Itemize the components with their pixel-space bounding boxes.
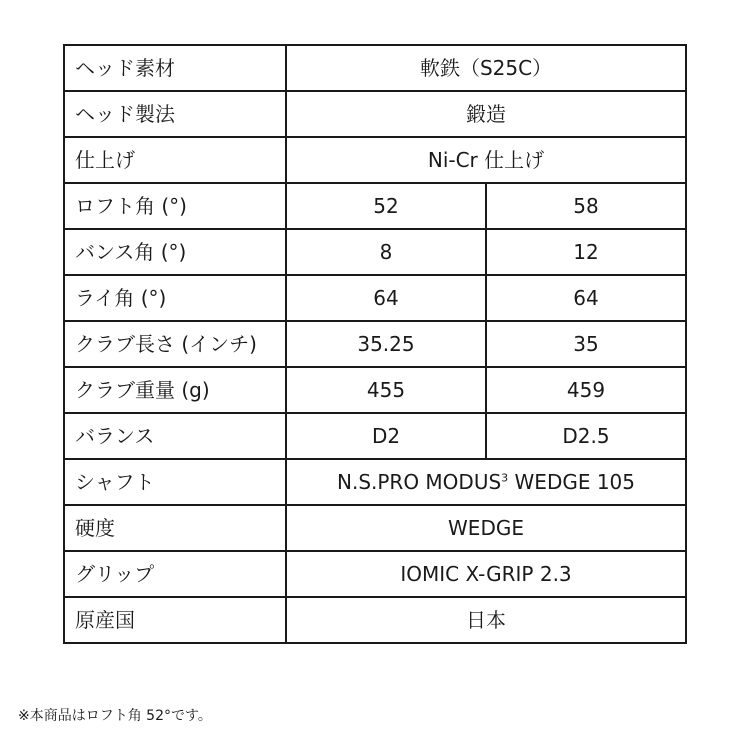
row-label: クラブ長さ (インチ) [64, 321, 286, 367]
row-label: クラブ重量 (g) [64, 367, 286, 413]
row-value-1: 64 [286, 275, 486, 321]
footnote: ※本商品はロフト角 52°です。 [18, 708, 212, 724]
shaft-name: N.S.PRO MODUS [337, 470, 502, 494]
table-row [64, 505, 686, 551]
row-value-1: 52 [286, 183, 486, 229]
table-row [64, 459, 686, 505]
table-row [64, 137, 686, 183]
row-value-1: 8 [286, 229, 486, 275]
table-row [64, 91, 686, 137]
table-row [64, 183, 686, 229]
row-value: 日本 [286, 597, 686, 643]
row-value-1: D2 [286, 413, 486, 459]
row-label: シャフト [64, 459, 286, 505]
row-label: 仕上げ [64, 137, 286, 183]
spec-table [63, 44, 687, 644]
row-value-2: 12 [486, 229, 686, 275]
table-row [64, 229, 686, 275]
row-label: グリップ [64, 551, 286, 597]
row-value: Ni-Cr 仕上げ [286, 137, 686, 183]
row-value-2: 64 [486, 275, 686, 321]
row-label: ヘッド製法 [64, 91, 286, 137]
row-label: ロフト角 (°) [64, 183, 286, 229]
row-label: ヘッド素材 [64, 45, 286, 91]
row-value-2: D2.5 [486, 413, 686, 459]
row-value-1: 455 [286, 367, 486, 413]
table-row [64, 321, 686, 367]
table-row [64, 551, 686, 597]
row-label: ライ角 (°) [64, 275, 286, 321]
row-value: 鍛造 [286, 91, 686, 137]
row-value [286, 459, 686, 505]
table-row [64, 413, 686, 459]
row-value-2: 58 [486, 183, 686, 229]
table-row [64, 275, 686, 321]
table-row [64, 367, 686, 413]
shaft-superscript: 3 [501, 471, 509, 485]
row-value-2: 35 [486, 321, 686, 367]
row-value-2: 459 [486, 367, 686, 413]
row-value: 軟鉄（S25C） [286, 45, 686, 91]
row-label: 硬度 [64, 505, 286, 551]
shaft-suffix: WEDGE 105 [508, 470, 636, 494]
table-row [64, 597, 686, 643]
row-value: IOMIC X-GRIP 2.3 [286, 551, 686, 597]
table-row [64, 45, 686, 91]
row-value-1: 35.25 [286, 321, 486, 367]
row-label: 原産国 [64, 597, 286, 643]
row-label: バンス角 (°) [64, 229, 286, 275]
row-value: WEDGE [286, 505, 686, 551]
row-label: バランス [64, 413, 286, 459]
